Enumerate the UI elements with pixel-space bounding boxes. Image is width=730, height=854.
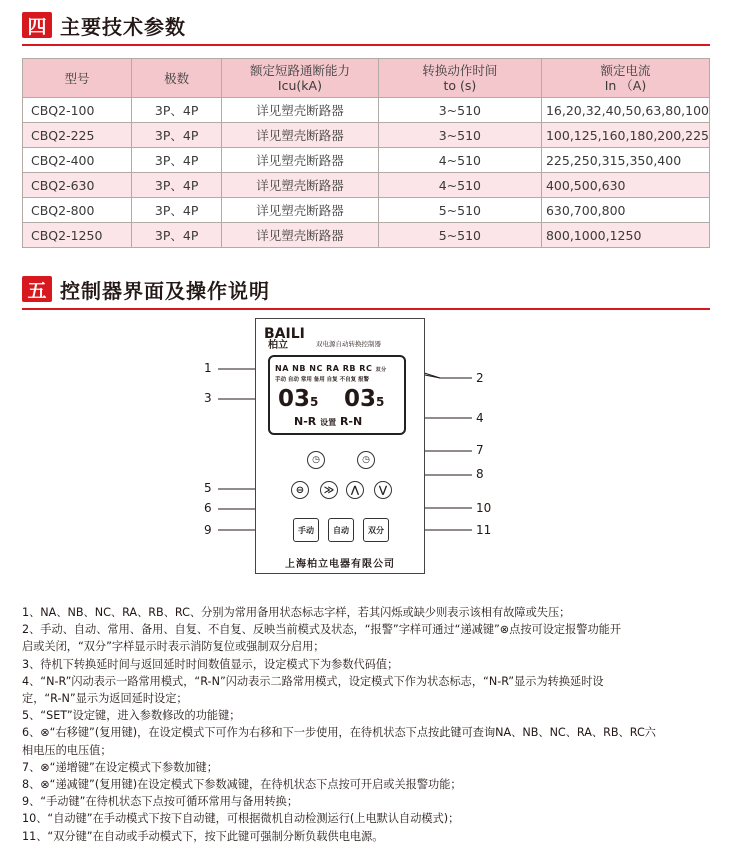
note-line: 8、⊗“递减键”(复用键)在设定模式下参数减键，在待机状态下点按可开启或关报警功能； [22,778,462,792]
note-line: 相电压的电压值； [22,743,112,757]
increment-button[interactable]: ⋀ [346,481,364,499]
header-icu: 额定短路通断能力 Icu(kA) [222,59,379,98]
note-line: 5、“SET”设定键，进入参数修改的功能键； [22,709,241,723]
section-5-title: 控制器界面及操作说明 [60,278,270,303]
cell-transfer-time: 3~510 [378,98,541,123]
header-rated-current: 额定电流 In （A) [541,59,709,98]
callout-6: 6 [204,501,212,515]
note-line: 1、NA、NB、NC、RA、RB、RC、分别为常用备用状态标志字样，若其闪烁或缺少则表示该相有故障或失压； [22,606,571,619]
header-poles: 极数 [132,59,222,98]
cell-icu: 详见塑壳断路器 [222,198,379,223]
cell-rated-current: 630,700,800 [541,198,709,223]
callout-9: 9 [204,523,212,537]
dial-left-icon: ◷ [307,451,325,469]
cell-rated-current: 100,125,160,180,200,225 [541,123,709,148]
callout-7: 7 [476,443,484,457]
note-line: 6、⊗“右移键”(复用键)，在设定模式下可作为右移和下一步使用，在待机状态下点按此键可查询NA、NB、NC、RA、RB、RC六 [22,726,656,740]
note-line: 11、“双分键”在自动或手动模式下，按下此键可强制分断负载供电电源。 [22,829,384,843]
note-line: 启或关闭，“双分”字样显示时表示消防复位或强制双分启用； [22,640,325,654]
section-4-number: 四 [22,12,52,38]
brand-name-cn: 柏立 [268,340,288,351]
company-name: 上海柏立电器有限公司 [285,559,395,570]
auto-button[interactable]: 自动 [328,518,354,542]
controller-subtitle: 双电源自动转换控制器 [316,340,381,348]
note-line: 7、⊗“递增键”在设定模式下参数加键； [22,760,218,774]
cell-rated-current: 16,20,32,40,50,63,80,100 [541,98,709,123]
cell-poles: 3P、4P [132,123,222,148]
note-line: 3、待机下转换延时间与返回延时时间数值显示，设定模式下为参数代码值； [22,657,399,671]
operation-notes [22,604,718,845]
callout-8: 8 [476,467,484,481]
cell-poles: 3P、4P [132,148,222,173]
cell-transfer-time: 3~510 [378,123,541,148]
cell-icu: 详见塑壳断路器 [222,123,379,148]
cell-model: CBQ2-630 [23,173,132,198]
callout-5: 5 [204,481,212,495]
header-model: 型号 [23,59,132,98]
cell-poles: 3P、4P [132,173,222,198]
cell-transfer-time: 4~510 [378,173,541,198]
header-transfer-time: 转换动作时间 to (s) [378,59,541,98]
lcd-display [268,355,406,435]
lcd-states: 手动 自动 常用 备用 自复 不自复 报警 [275,377,369,383]
controller-panel [255,318,425,574]
cell-transfer-time: 5~510 [378,198,541,223]
lcd-return-delay: 035 [344,386,385,412]
callout-4: 4 [476,411,484,425]
section-4-title: 主要技术参数 [60,14,186,39]
decrement-button[interactable]: ⋁ [374,481,392,499]
note-line: 2、手动、自动、常用、备用、自复、不自复、反映当前模式及状态，“报警”字样可通过“递减键”⊗点按可设定报警功能开 [22,623,622,637]
callout-2: 2 [476,371,484,385]
dial-right-icon: ◷ [357,451,375,469]
cell-poles: 3P、4P [132,198,222,223]
section-5-number: 五 [22,276,52,302]
cell-rated-current: 225,250,315,350,400 [541,148,709,173]
lcd-transfer-delay: 035 [278,386,319,412]
brand-logo [264,326,305,351]
callout-10: 10 [476,501,492,515]
cell-transfer-time: 4~510 [378,148,541,173]
cell-icu: 详见塑壳断路器 [222,98,379,123]
note-line: 10、“自动键”在手动模式下按下自动键，可根据微机自动检测运行(上电默认自动模式)； [22,812,460,826]
right-shift-button[interactable]: ≫ [320,481,338,499]
cell-poles: 3P、4P [132,98,222,123]
cell-icu: 详见塑壳断路器 [222,148,379,173]
lcd-indicators: NA NB NC RA RB RC 双分 [275,364,387,373]
callout-3: 3 [204,391,212,405]
cell-model: CBQ2-100 [23,98,132,123]
cell-model: CBQ2-800 [23,198,132,223]
lcd-mode-label: N-R 设置 R-N [294,415,363,428]
brand-name: BAILI [264,326,305,342]
cell-poles: 3P、4P [132,223,222,248]
cell-model: CBQ2-400 [23,148,132,173]
dual-off-button[interactable]: 双分 [363,518,389,542]
callout-11: 11 [476,523,492,537]
cell-model: CBQ2-1250 [23,223,132,248]
cell-icu: 详见塑壳断路器 [222,223,379,248]
cell-rated-current: 400,500,630 [541,173,709,198]
note-line: 9、“手动键”在待机状态下点按可循环常用与备用转换； [22,795,299,809]
set-button[interactable]: ⊖ [291,481,309,499]
cell-rated-current: 800,1000,1250 [541,223,709,248]
manual-button[interactable]: 手动 [293,518,319,542]
callout-1: 1 [204,361,212,375]
note-line: 4、“N-R”闪动表示一路常用模式，“R-N”闪动表示二路常用模式，设定模式下作为状态标志，“N-R”显示为转换延时设 [22,674,604,688]
note-line: 定，“R-N”显示为返回延时设定； [22,692,188,706]
cell-icu: 详见塑壳断路器 [222,173,379,198]
cell-transfer-time: 5~510 [378,223,541,248]
cell-model: CBQ2-225 [23,123,132,148]
